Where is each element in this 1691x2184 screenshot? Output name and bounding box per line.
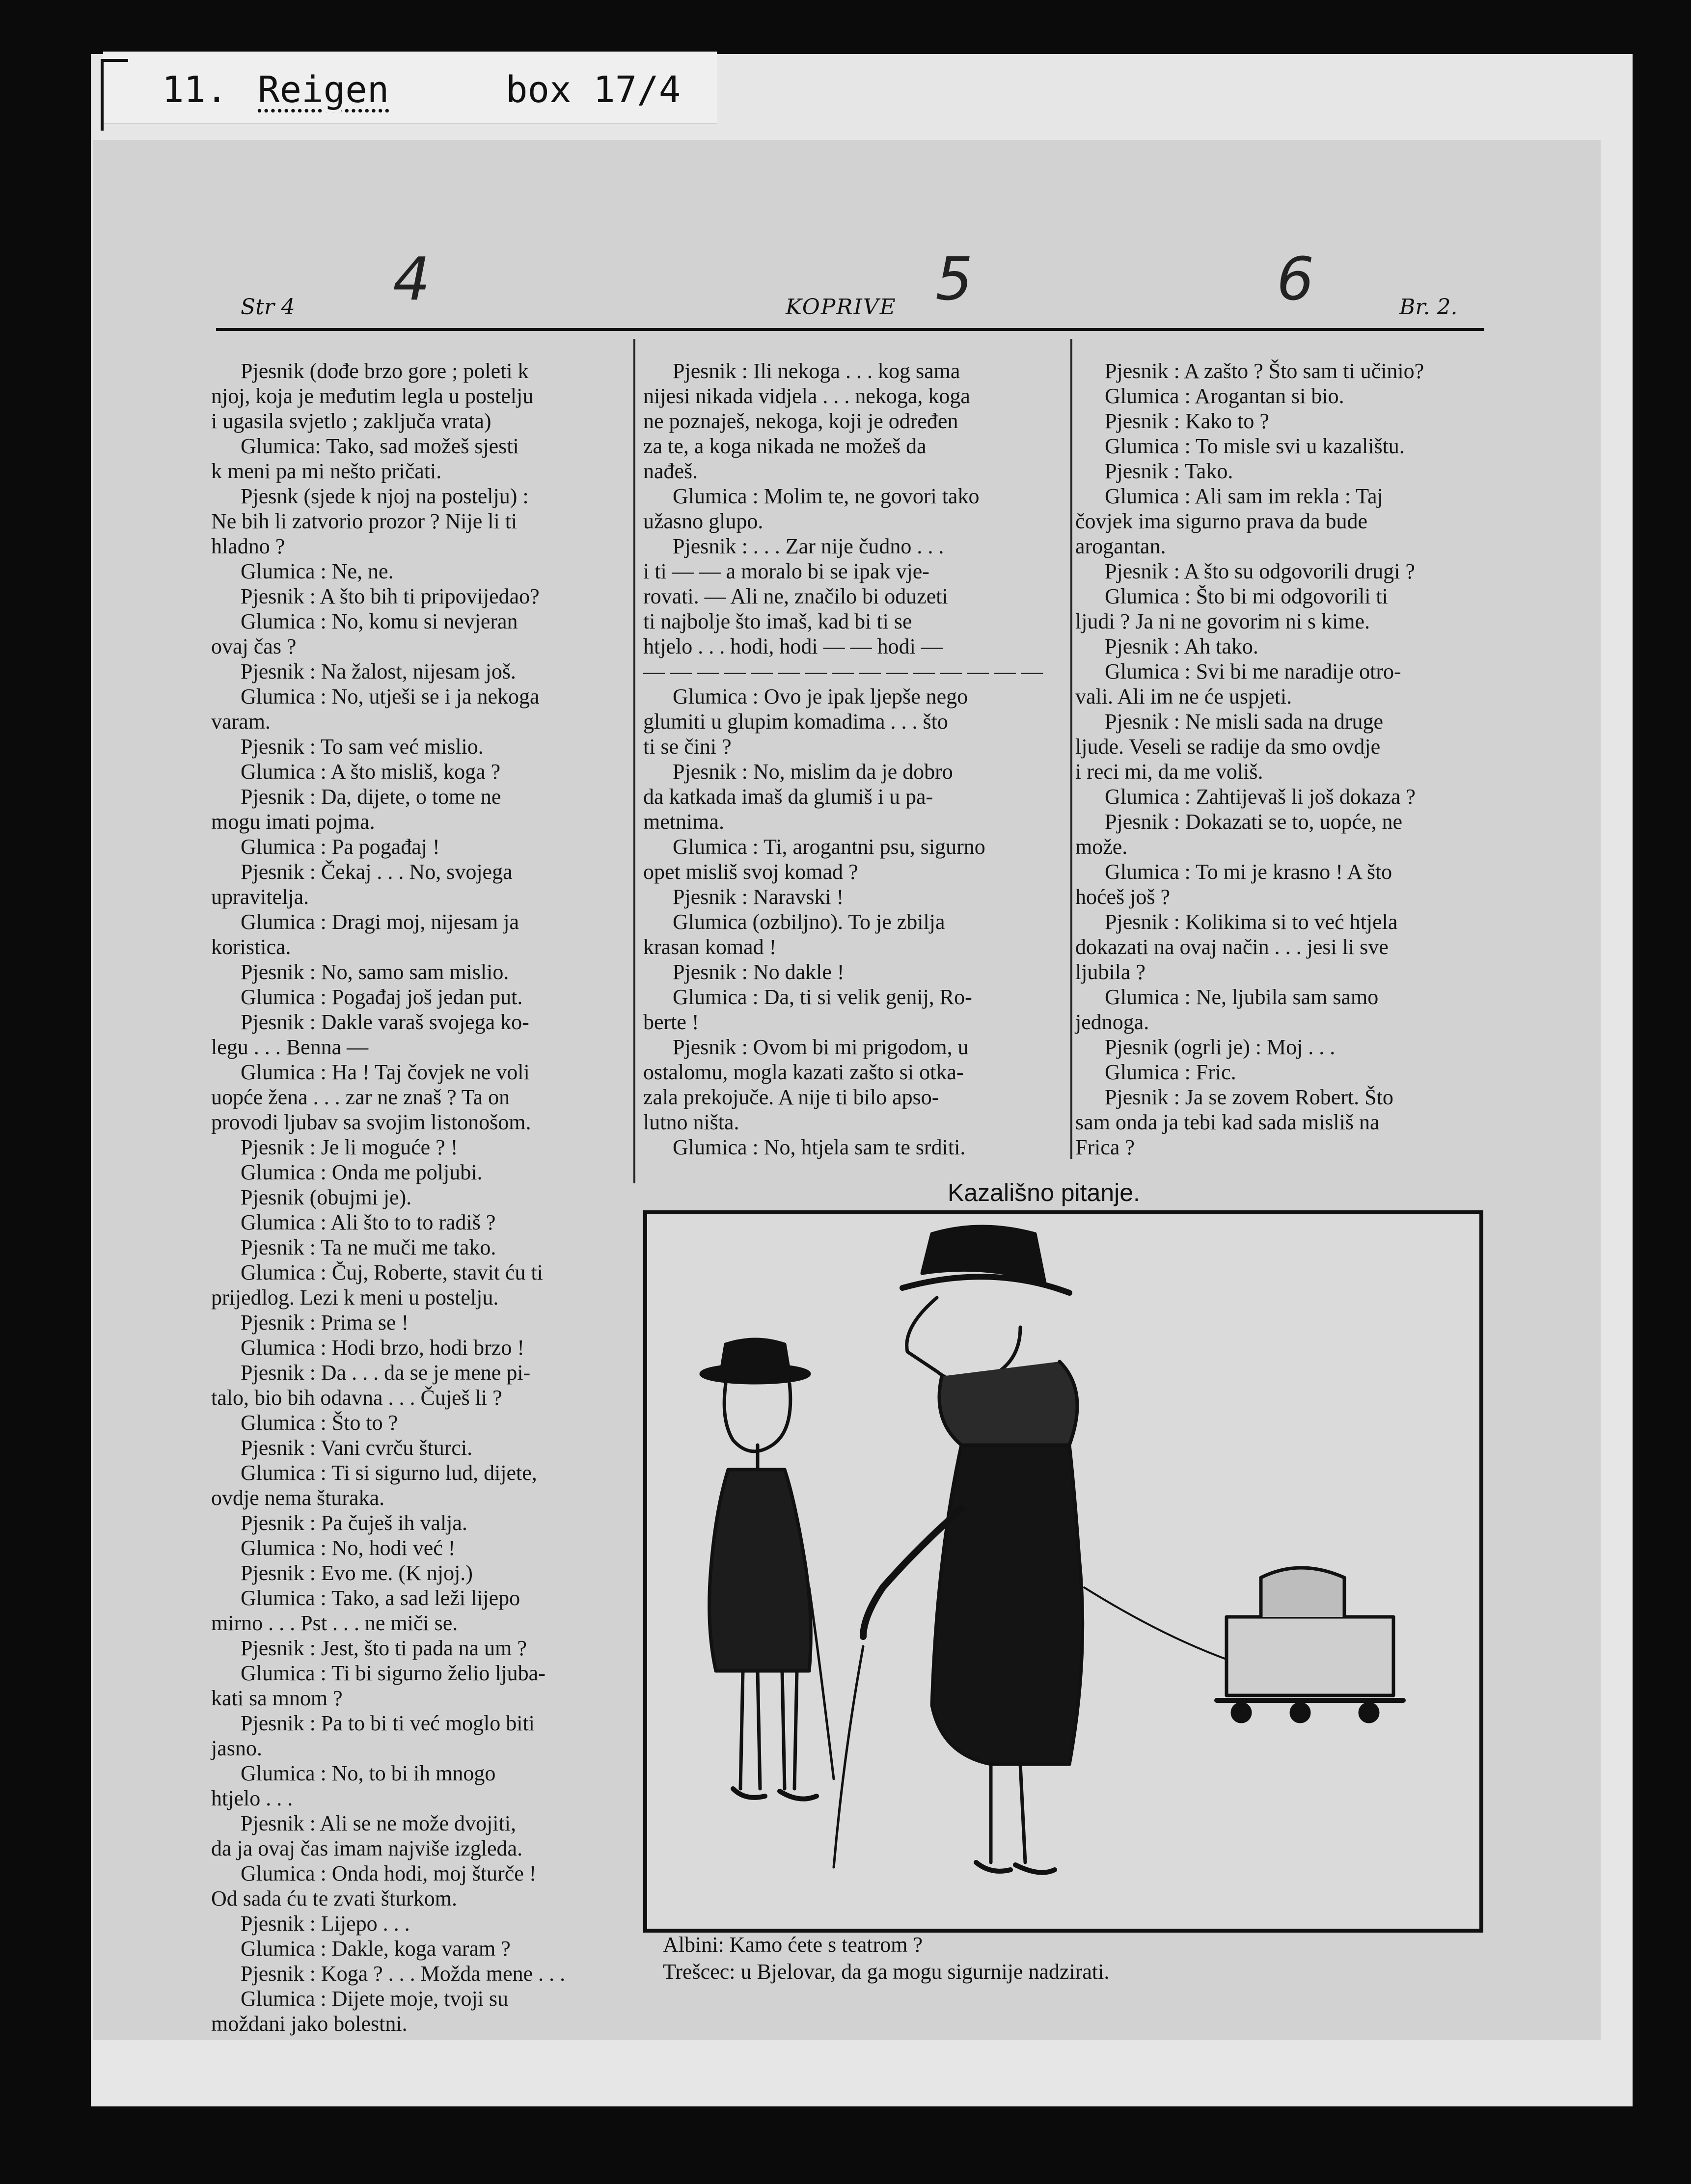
article-line: koristica.	[211, 935, 291, 959]
article-line: Glumica : No, htjela sam te srditi.	[673, 1135, 966, 1159]
article-line: Glumica : Ti bi sigurno želio ljuba-	[241, 1661, 545, 1685]
article-line: za te, a koga nikada ne možeš da	[643, 434, 927, 458]
article-line: Glumica: Tako, sad možeš sjesti	[241, 434, 519, 458]
article-line: Glumica : Fric.	[1105, 1060, 1236, 1084]
article-line: jednoga.	[1075, 1010, 1149, 1034]
article-line: jasno.	[211, 1736, 262, 1760]
article-line: opet misliš svoj komad ?	[643, 860, 858, 884]
article-line: Pjesnik : Tako.	[1105, 459, 1233, 483]
newspaper-title: KOPRIVE	[786, 295, 897, 320]
article-line: Glumica : Dakle, koga varam ?	[241, 1937, 511, 1961]
article-line: Pjesnik : No, samo sam mislio.	[241, 960, 509, 984]
article-line: užasno glupo.	[643, 509, 764, 533]
article-line: Pjesnik : Prima se !	[241, 1310, 409, 1335]
article-line: Glumica : No, komu si nevjeran	[241, 609, 518, 633]
article-line: Pjesnik : Ta ne muči me tako.	[241, 1235, 496, 1259]
article-line: Glumica : Onda me poljubi.	[241, 1160, 483, 1184]
cartoon-illustration	[643, 1210, 1483, 1933]
article-line: Pjesnik : To sam već mislio.	[241, 735, 484, 759]
article-line: Pjesnik (obujmi je).	[241, 1185, 412, 1209]
article-line: Glumica : Što bi mi odgovorili ti	[1105, 584, 1388, 608]
article-line: lutno ništa.	[643, 1110, 739, 1134]
article-line: berte !	[643, 1010, 699, 1034]
article-line: Glumica : To mi je krasno ! A što	[1105, 860, 1392, 884]
article-line: Pjesnik : Kolikima si to već htjela	[1105, 910, 1398, 934]
article-line: Pjesnik : Je li moguće ? !	[241, 1135, 458, 1159]
article-line: prijedlog. Lezi k meni u postelju.	[211, 1285, 499, 1310]
article-line: Glumica : Dragi moj, nijesam ja	[241, 910, 519, 934]
article-line: Glumica : Hodi brzo, hodi brzo !	[241, 1336, 524, 1360]
article-line: Pjesnik (dođe brzo gore ; poleti k	[241, 359, 529, 383]
article-column-1	[211, 358, 624, 2036]
article-line: k meni pa mi nešto pričati.	[211, 459, 442, 483]
article-line: Pjesnik : Kako to ?	[1105, 409, 1269, 433]
article-line: ti najbolje što imaš, kad bi ti se	[643, 609, 912, 633]
newspaper-page-number: Str 4	[241, 295, 295, 320]
article-line: nijesi nikada vidjela . . . nekoga, koga	[643, 384, 970, 408]
newspaper-issue: Br. 2.	[1399, 295, 1458, 320]
article-line: Glumica : Ali što to to radiš ?	[241, 1210, 496, 1234]
article-line: Pjesnik : Koga ? . . . Možda mene . . .	[241, 1962, 566, 1986]
article-line: ti se čini ?	[643, 735, 732, 759]
column-divider	[1070, 339, 1072, 1159]
article-line: sam onda ja tebi kad sada misliš na	[1075, 1110, 1380, 1134]
cartoon-caption-line: Albini: Kamo ćete s teatrom ?	[663, 1933, 923, 1957]
article-line: Glumica : Da, ti si velik genij, Ro-	[673, 985, 972, 1009]
article-line: Pjesnik : Naravski !	[673, 885, 844, 909]
article-line: Frica ?	[1075, 1135, 1135, 1159]
article-line: njoj, koja je međutim legla u postelju	[211, 384, 534, 408]
handwritten-page-number: 4	[393, 246, 431, 314]
article-line: da katkada imaš da glumiš i u pa-	[643, 785, 933, 809]
article-column-3	[1075, 358, 1488, 1160]
article-line: dokazati na ovaj način . . . jesi li sve	[1075, 935, 1389, 959]
article-line: Glumica : To misle svi u kazalištu.	[1105, 434, 1405, 458]
article-line: ovaj čas ?	[211, 634, 297, 658]
article-line: provodi ljubav sa svojim listonošom.	[211, 1110, 531, 1134]
article-line: Pjesnik (ogrli je) : Moj . . .	[1105, 1035, 1336, 1059]
article-line: Pjesnik : Ne misli sada na druge	[1105, 710, 1384, 734]
article-line: ovdje nema šturaka.	[211, 1486, 385, 1510]
article-line: Glumica : Ali sam im rekla : Taj	[1105, 484, 1383, 508]
article-line: Pjesnik : Dakle varaš svojega ko-	[241, 1010, 529, 1034]
cartoon-title: Kazališno pitanje.	[948, 1179, 1140, 1206]
cartoon-drawing	[647, 1214, 1479, 1929]
article-line: Glumica : Čuj, Roberte, stavit ću ti	[241, 1260, 543, 1284]
article-line: Glumica : Onda hodi, moj šturče !	[241, 1861, 537, 1885]
article-line: Pjesnik : Ovom bi mi prigodom, u	[673, 1035, 969, 1059]
article-line: Pjesnik : A što su odgovorili drugi ?	[1105, 559, 1415, 583]
cartoon-caption-line: Trešcec: u Bjelovar, da ga mogu sigurnije nadzirati.	[663, 1960, 1110, 1984]
column-divider	[633, 339, 635, 1183]
article-line: Pjesnik : No, mislim da je dobro	[673, 760, 953, 784]
article-line: kati sa mnom ?	[211, 1686, 343, 1710]
article-line: metnima.	[643, 810, 724, 834]
article-line: Glumica : Ha ! Taj čovjek ne voli	[241, 1060, 530, 1084]
article-line: arogantan.	[1075, 534, 1166, 558]
article-line: ne poznaješ, nekoga, koji je određen	[643, 409, 958, 433]
article-line: ostalomu, mogla kazati zašto si otka-	[643, 1060, 964, 1084]
article-line: Glumica : Tako, a sad leži lijepo	[241, 1586, 520, 1610]
article-line: Pjesnik : Pa čuješ ih valja.	[241, 1511, 467, 1535]
archive-box-number: box 17/4	[506, 69, 681, 111]
article-line: i ti — — a moralo bi se ipak vje-	[643, 559, 929, 583]
archive-item-number: 11.	[162, 69, 228, 111]
article-line: Glumica : Svi bi me naradije otro-	[1105, 659, 1401, 683]
article-line: legu . . . Benna —	[211, 1035, 369, 1059]
article-line: Glumica : Ne, ne.	[241, 559, 394, 583]
article-line: Pjesnik : . . . Zar nije čudno . . .	[673, 534, 944, 558]
article-line: Glumica : No, hodi već !	[241, 1536, 456, 1560]
article-line: ljubila ?	[1075, 960, 1146, 984]
article-line: da ja ovaj čas imam najviše izgleda.	[211, 1836, 523, 1860]
article-line: Ne bih li zatvorio prozor ? Nije li ti	[211, 509, 518, 533]
article-line: Glumica : Zahtijevaš li još dokaza ?	[1105, 785, 1416, 809]
article-line: Od sada ću te zvati šturkom.	[211, 1886, 457, 1911]
article-line: Pjesnik : Ili nekoga . . . kog sama	[673, 359, 960, 383]
article-line: Glumica : Pa pogađaj !	[241, 835, 440, 859]
article-column-2	[643, 358, 1061, 1160]
header-rule	[216, 328, 1484, 331]
handwritten-page-number: 5	[935, 246, 973, 314]
article-line: Pjesnik : Na žalost, nijesam još.	[241, 659, 516, 683]
article-line: Pjesnik : Da, dijete, o tome ne	[241, 785, 501, 809]
article-line: Pjesnik : Ah tako.	[1105, 634, 1258, 658]
article-line: — — — — — — — — — — — — — — —	[643, 659, 1043, 683]
article-line: moždani jako bolestni.	[211, 2012, 408, 2036]
article-line: krasan komad !	[643, 935, 777, 959]
article-line: Pjesnik : Vani cvrču šturci.	[241, 1436, 473, 1460]
article-line: mogu imati pojma.	[211, 810, 375, 834]
article-line: Glumica : No, utješi se i ja nekoga	[241, 684, 540, 709]
article-line: čovjek ima sigurno prava da bude	[1075, 509, 1368, 533]
article-line: glumiti u glupim komadima . . . što	[643, 710, 948, 734]
article-line: Glumica : Ti si sigurno lud, dijete,	[241, 1461, 537, 1485]
article-line: zala prekojuče. A nije ti bilo apso-	[643, 1085, 939, 1109]
article-line: nađeš.	[643, 459, 698, 483]
article-line: upravitelja.	[211, 885, 309, 909]
article-line: htjelo . . .	[211, 1786, 293, 1810]
article-line: Pjesnik : Ja se zovem Robert. Što	[1105, 1085, 1393, 1109]
article-line: vali. Ali im ne će uspjeti.	[1075, 684, 1292, 709]
article-line: Glumica : A što misliš, koga ?	[241, 760, 501, 784]
article-line: Glumica : No, to bi ih mnogo	[241, 1761, 496, 1785]
article-line: Glumica : Ovo je ipak ljepše nego	[673, 684, 968, 709]
article-line: Pjesnik : Ali se ne može dvojiti,	[241, 1811, 516, 1835]
article-line: Glumica : Arogantan si bio.	[1105, 384, 1344, 408]
article-line: rovati. — Ali ne, značilo bi oduzeti	[643, 584, 948, 608]
article-line: mirno . . . Pst . . . ne miči se.	[211, 1611, 458, 1635]
article-line: Pjesnik : No dakle !	[673, 960, 845, 984]
article-line: uopće žena . . . zar ne znaš ? Ta on	[211, 1085, 510, 1109]
article-line: Glumica : Što to ?	[241, 1411, 398, 1435]
article-line: Pjesnik : Lijepo . . .	[241, 1911, 410, 1936]
article-line: Pjesnik : Dokazati se to, uopće, ne	[1105, 810, 1403, 834]
article-line: Glumica : Ti, arogantni psu, sigurno	[673, 835, 985, 859]
article-line: varam.	[211, 710, 271, 734]
article-line: ljude. Veseli se radije da smo ovdje	[1075, 735, 1381, 759]
corner-bracket	[101, 59, 128, 131]
article-line: ljudi ? Ja ni ne govorim ni s kime.	[1075, 609, 1370, 633]
article-line: Glumica : Ne, ljubila sam samo	[1105, 985, 1379, 1009]
article-line: hladno ?	[211, 534, 285, 558]
article-line: Pjesnik : Pa to bi ti već moglo biti	[241, 1711, 535, 1735]
article-line: Pjesnik : A zašto ? Što sam ti učinio?	[1105, 359, 1424, 383]
article-line: Pjesnik : Jest, što ti pada na um ?	[241, 1636, 527, 1660]
article-line: Pjesnik : Čekaj . . . No, svojega	[241, 860, 513, 884]
archive-item-title: Reigen	[258, 69, 389, 111]
article-line: hoćeš još ?	[1075, 885, 1171, 909]
article-line: Glumica (ozbiljno). To je zbilja	[673, 910, 945, 934]
article-line: i reci mi, da me voliš.	[1075, 760, 1263, 784]
article-line: Glumica : Molim te, ne govori tako	[673, 484, 980, 508]
article-line: i ugasila svjetlo ; zaključa vrata)	[211, 409, 491, 433]
article-line: Glumica : Pogađaj još jedan put.	[241, 985, 523, 1009]
article-line: Pjesnk (sjede k njoj na postelju) :	[241, 484, 529, 508]
article-line: Pjesnik : A što bih ti pripovijedao?	[241, 584, 540, 608]
article-line: Pjesnik : Da . . . da se je mene pi-	[241, 1361, 531, 1385]
article-line: talo, bio bih odavna . . . Čuješ li ?	[211, 1386, 502, 1410]
article-line: može.	[1075, 835, 1128, 859]
article-line: Pjesnik : Evo me. (K njoj.)	[241, 1561, 473, 1585]
article-line: Glumica : Dijete moje, tvoji su	[241, 1987, 509, 2011]
article-line: htjelo . . . hodi, hodi — — hodi —	[643, 634, 943, 658]
handwritten-page-number: 6	[1277, 246, 1314, 314]
